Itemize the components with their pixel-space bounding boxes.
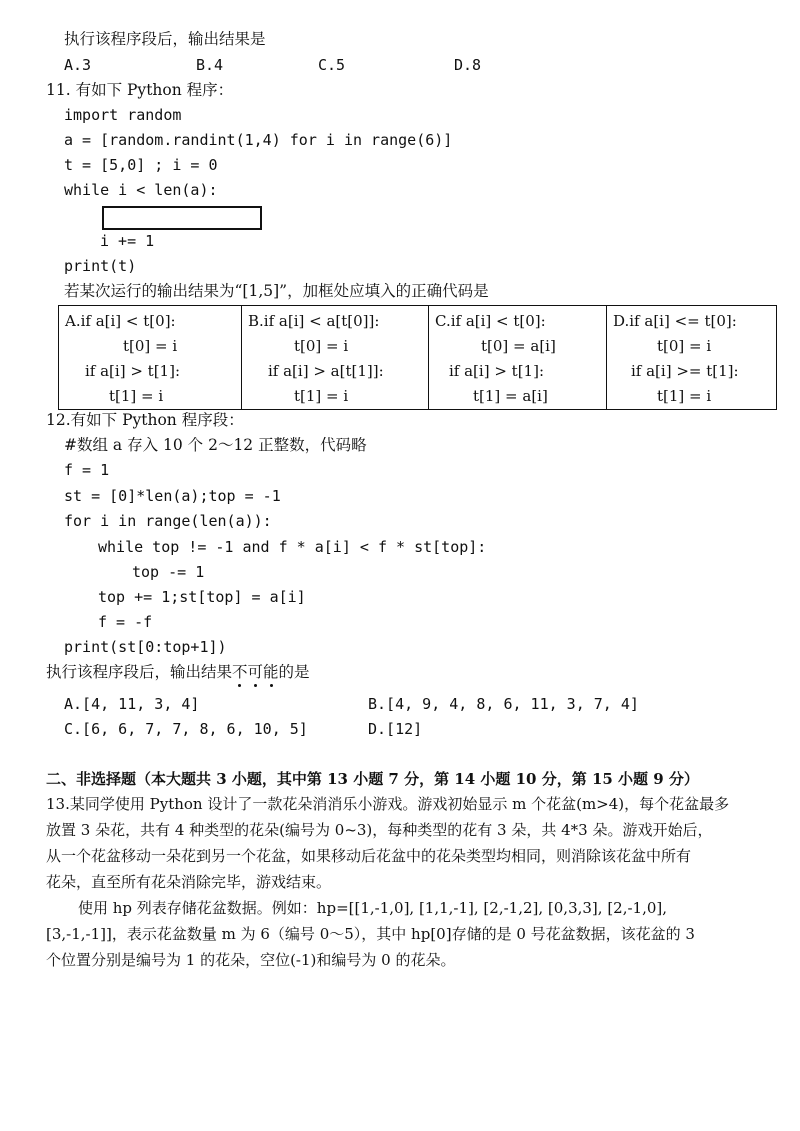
q13-line-7: 个位置分别是编号为 1 的花朵，空位(-1)和编号为 0 的花朵。 <box>46 951 456 969</box>
q12-code-line-9: print(st[0:top+1]) <box>64 638 227 656</box>
option-line: A.if a[i] < t[0]: <box>65 312 176 330</box>
q13-line-6: [3,-1,-1]]，表示花盆数量 m 为 6（编号 0～5），其中 hp[0]存储的是 0 号花盆数据，该花盆的 3 <box>46 925 695 943</box>
q12-stem-emphasis <box>232 663 279 681</box>
q12-choice-d: D.[12] <box>368 720 423 738</box>
q12-stem-before: 执行该程序段后，输出结果 <box>46 663 233 681</box>
q10-choice-a: A.3 <box>64 56 92 74</box>
q12-code-line-5: while top != -1 and f * a[i] < f * st[top]: <box>98 538 487 556</box>
option-line: t[1] = i <box>657 387 712 405</box>
q11-code-line-3: t = [5,0] ; i = 0 <box>64 156 218 174</box>
q12-code-line-8: f = -f <box>98 613 153 631</box>
q11-code-line-4: while i < len(a): <box>64 181 218 199</box>
emphasis-dot <box>254 684 257 687</box>
q11-prompt: 若某次运行的输出结果为“[1,5]”，加框处应填入的正确代码是 <box>64 282 489 300</box>
q11-option-b <box>242 306 429 410</box>
emphasis-dot <box>238 684 241 687</box>
q11-answer-box <box>102 206 262 230</box>
q13-line-5: 使用 hp 列表存储花盆数据。例如：hp=[[1,-1,0], [1,1,-1], [2,-1,2], [0,3,3], [2,-1,0], <box>78 899 668 917</box>
option-line: D.if a[i] <= t[0]: <box>613 312 737 330</box>
q12-stem-after: 的是 <box>278 663 310 681</box>
q10-stem: 执行该程序段后，输出结果是 <box>64 30 266 48</box>
q12-title: 12.有如下 Python 程序段： <box>46 411 244 429</box>
option-line: t[0] = i <box>657 337 712 355</box>
q13-line-4: 花朵，直至所有花朵消除完毕，游戏结束。 <box>46 873 332 891</box>
q12-choice-a: A.[4, 11, 3, 4] <box>64 695 200 713</box>
q12-stem <box>46 665 310 681</box>
q12-code-comment: #数组 a 存入 10 个 2～12 正整数，代码略 <box>64 436 367 454</box>
emphasis-dot <box>270 684 273 687</box>
q10-choice-b: B.4 <box>196 56 224 74</box>
q12-choice-c: C.[6, 6, 7, 7, 8, 6, 10, 5] <box>64 720 308 738</box>
option-line: t[0] = i <box>294 337 349 355</box>
option-line: if a[i] > t[1]: <box>449 362 544 380</box>
option-line: B.if a[i] < a[t[0]]: <box>248 312 380 330</box>
section-2-heading: 二、非选择题（本大题共 3 小题，其中第 13 小题 7 分，第 14 小题 10 分，第 15 小题 9 分） <box>46 770 699 788</box>
q10-choice-d: D.8 <box>454 56 482 74</box>
q11-option-d <box>607 306 777 410</box>
option-line: t[1] = i <box>294 387 349 405</box>
q13-line-1: 13.某同学使用 Python 设计了一款花朵消消乐小游戏。游戏初始显示 m 个花盆(m>4)，每个花盆最多 <box>46 795 730 813</box>
option-line: if a[i] >= t[1]: <box>631 362 739 380</box>
q12-code-line-7: top += 1;st[top] = a[i] <box>98 588 306 606</box>
q13-line-3: 从一个花盆移动一朵花到另一个花盆，如果移动后花盆中的花朵类型均相同，则消除该花盆中所有 <box>46 847 692 865</box>
q11-code-line-2: a = [random.randint(1,4) for i in range(6)] <box>64 131 453 149</box>
q11-option-c <box>429 306 607 410</box>
q11-options-table <box>58 305 777 410</box>
q12-code-line-2: f = 1 <box>64 461 110 479</box>
option-line: t[0] = i <box>123 337 178 355</box>
q12-code-line-4: for i in range(len(a)): <box>64 512 272 530</box>
q12-stem-emphasis-text: 不可能 <box>232 663 279 681</box>
q11-code-line-1: import random <box>64 106 182 124</box>
option-line: if a[i] > t[1]: <box>85 362 180 380</box>
q11-option-a <box>59 306 242 410</box>
q11-code-line-5: i += 1 <box>100 232 155 250</box>
q10-choice-c: C.5 <box>318 56 346 74</box>
option-line: t[0] = a[i] <box>481 337 556 355</box>
q12-code-line-3: st = [0]*len(a);top = -1 <box>64 487 281 505</box>
q11-title: 11. 有如下 Python 程序： <box>46 81 234 99</box>
q12-choice-b: B.[4, 9, 4, 8, 6, 11, 3, 7, 4] <box>368 695 639 713</box>
q13-line-2: 放置 3 朵花，共有 4 种类型的花朵(编号为 0~3)，每种类型的花有 3 朵，共 4*3 朵。游戏开始后， <box>46 821 713 839</box>
option-line: C.if a[i] < t[0]: <box>435 312 546 330</box>
q11-code-line-6: print(t) <box>64 257 137 275</box>
option-line: t[1] = i <box>109 387 164 405</box>
q12-code-line-6: top -= 1 <box>132 563 205 581</box>
option-line: if a[i] > a[t[1]]: <box>268 362 384 380</box>
option-line: t[1] = a[i] <box>473 387 548 405</box>
